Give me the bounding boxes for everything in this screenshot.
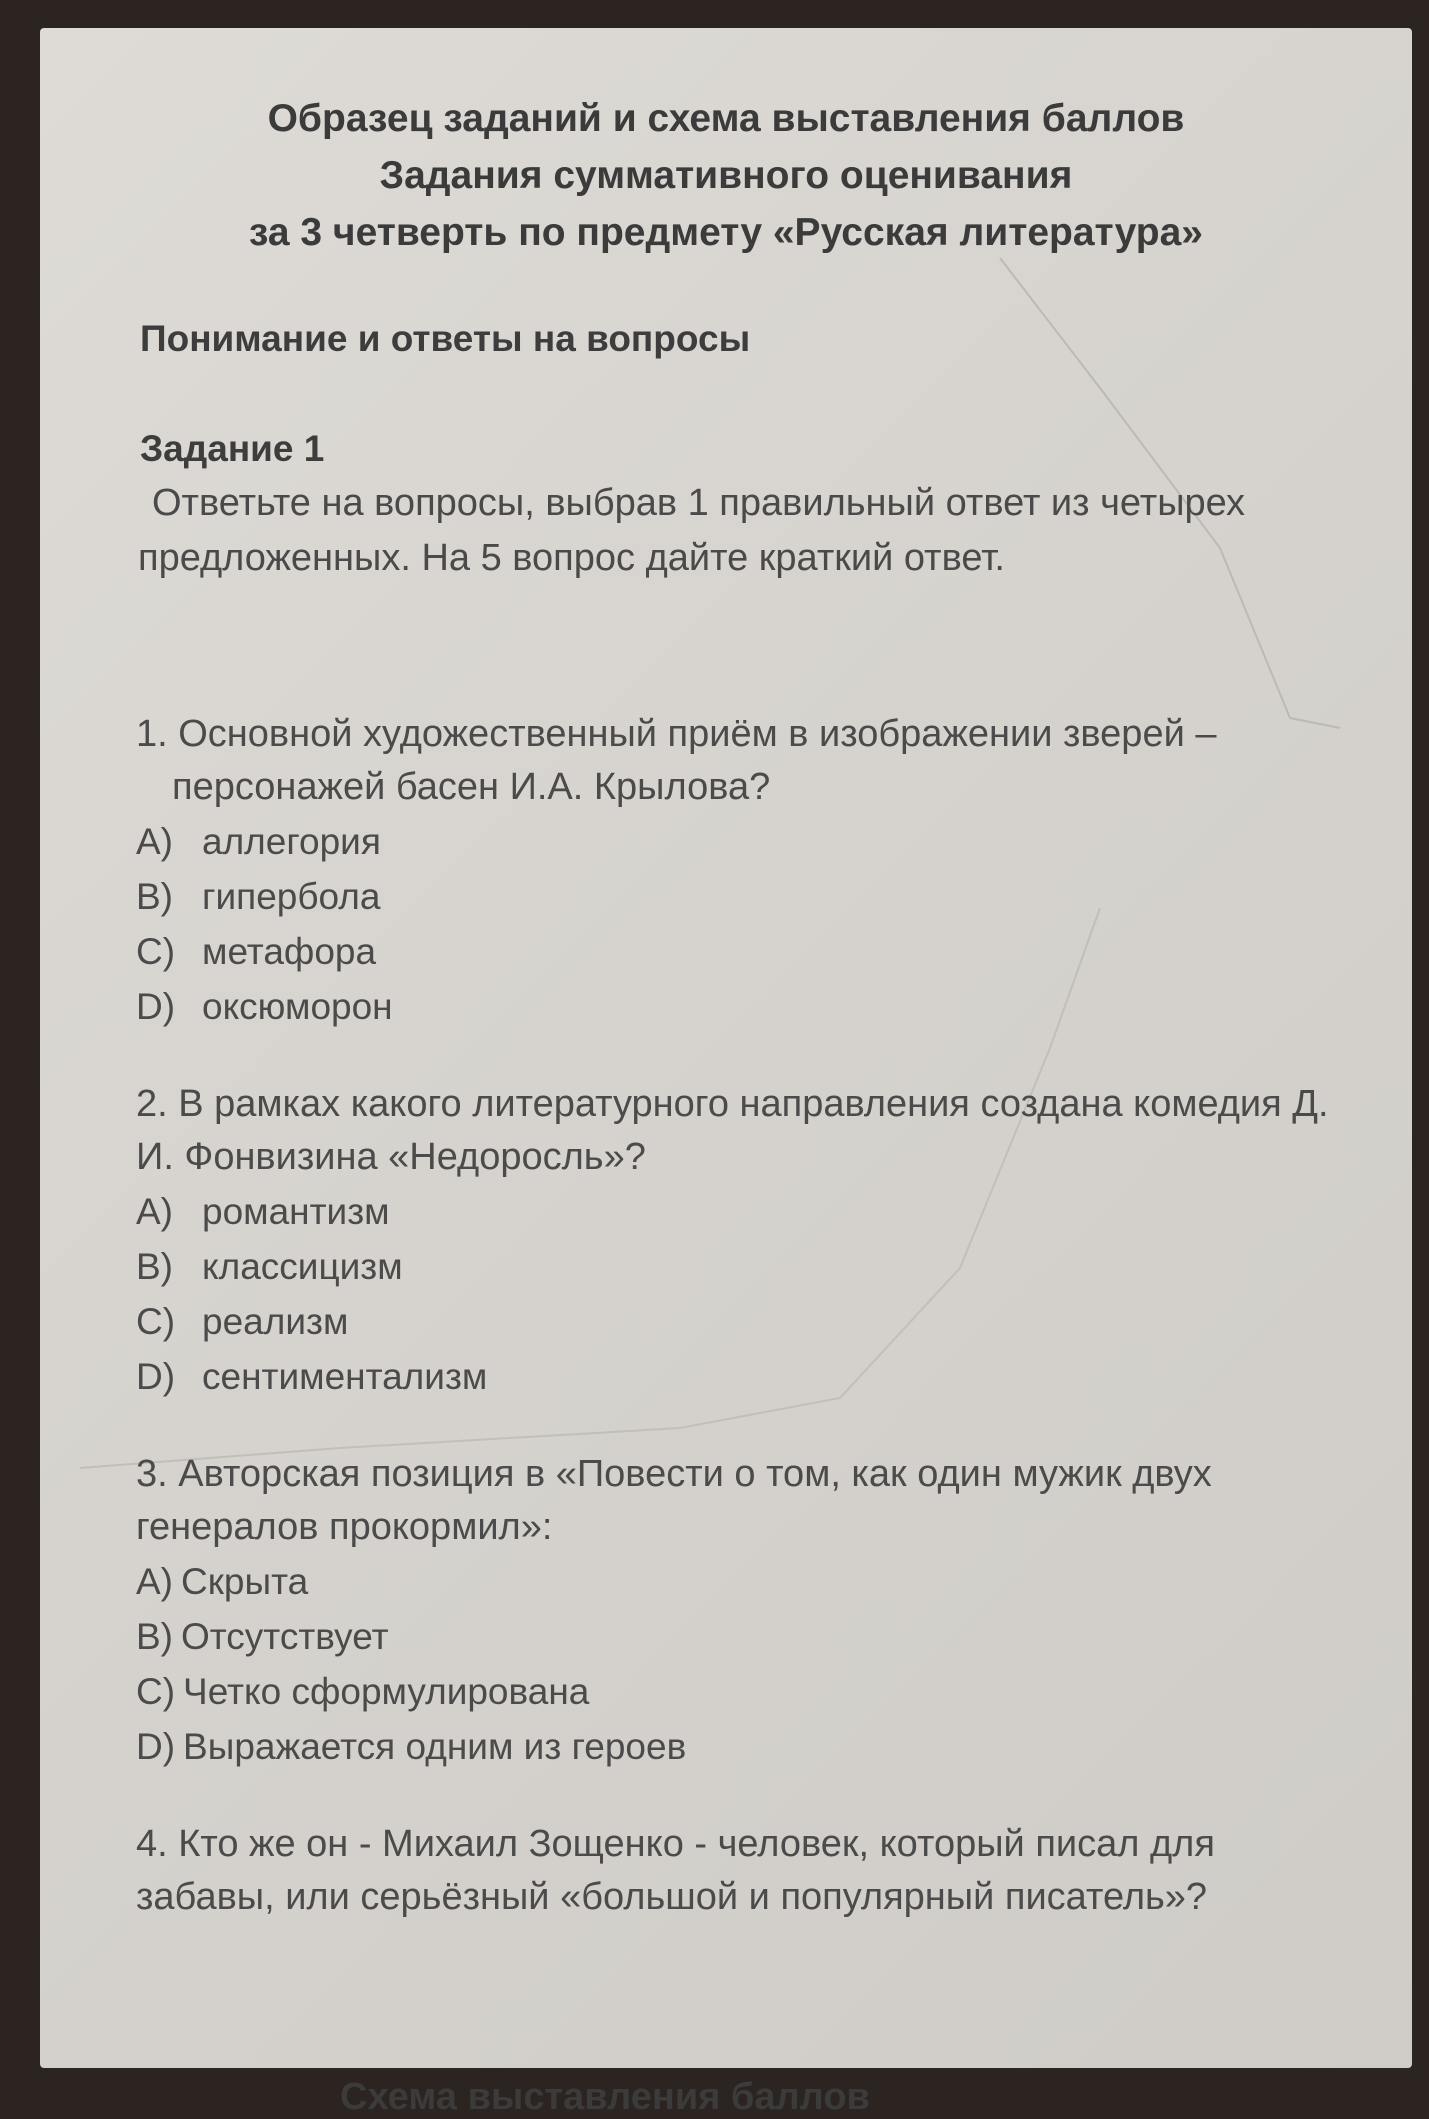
question-list [136, 708, 1336, 1968]
question-3 [136, 1448, 1336, 1774]
question-text: 4. Кто же он - Михаил Зощенко - человек, который писал для забавы, или серьёзный «большой и популярный писатель»? [136, 1823, 1215, 1918]
header-line-3: за 3 четверть по предмету «Русская литература» [249, 211, 1203, 254]
option-letter: C) [136, 931, 176, 972]
option-text: оксюморон [202, 986, 393, 1027]
header-line-2: Задания суммативного оценивания [379, 154, 1073, 197]
answer-option[interactable] [136, 1664, 1336, 1719]
answer-option[interactable] [136, 1239, 1336, 1294]
question-text: 2. В рамках какого литературного направления создана комедия Д. И. Фонвизина «Недоросль»? [136, 1083, 1329, 1178]
option-text: классицизм [202, 1246, 403, 1287]
option-letter: B) [136, 1616, 173, 1657]
option-text: аллегория [202, 821, 381, 862]
answer-option[interactable] [136, 869, 1336, 924]
option-letter: B) [136, 1246, 173, 1287]
question-2 [136, 1078, 1336, 1404]
answer-option[interactable] [136, 979, 1336, 1034]
header-line-1: Образец заданий и схема выставления баллов [267, 97, 1185, 140]
option-letter: A) [136, 1561, 173, 1602]
answer-option[interactable] [136, 1184, 1336, 1239]
question-1 [136, 708, 1336, 1034]
option-letter: C) [136, 1671, 176, 1712]
option-text: метафора [202, 931, 377, 972]
answer-option[interactable] [136, 1719, 1336, 1774]
answer-option[interactable] [136, 1554, 1336, 1609]
option-letter: B) [136, 876, 173, 917]
question-text: 1. Основной художественный приём в изображении зверей – персонажей басен И.А. Крылова? [136, 713, 1217, 808]
option-letter: A) [136, 821, 173, 862]
task-title: Задание 1 [140, 428, 325, 469]
scoring-scheme-title: Схема выставления баллов [340, 2076, 870, 2118]
option-letter: D) [136, 986, 176, 1027]
option-text: гипербола [202, 876, 381, 917]
question-text: 3. Авторская позиция в «Повести о том, как один мужик двух генералов прокормил»: [136, 1453, 1212, 1548]
option-text: Выражается одним из героев [183, 1726, 687, 1767]
option-text: реализм [202, 1301, 349, 1342]
answer-option[interactable] [136, 1294, 1336, 1349]
document-header [40, 90, 1412, 261]
option-text: Отсутствует [181, 1616, 389, 1657]
option-letter: C) [136, 1301, 176, 1342]
option-text: романтизм [202, 1191, 390, 1232]
option-text: Четко сформулирована [183, 1671, 590, 1712]
section-title: Понимание и ответы на вопросы [140, 318, 751, 359]
answer-option[interactable] [136, 1609, 1336, 1664]
question-4 [136, 1818, 1336, 1924]
option-text: сентиментализм [202, 1356, 488, 1397]
answer-option[interactable] [136, 814, 1336, 869]
option-letter: D) [136, 1726, 176, 1767]
option-letter: A) [136, 1191, 173, 1232]
answer-option[interactable] [136, 1349, 1336, 1404]
option-text: Скрыта [181, 1561, 309, 1602]
option-letter: D) [136, 1356, 176, 1397]
task-instruction: Ответьте на вопросы, выбрав 1 правильный ответ из четырех предложенных. На 5 вопрос дайте краткий ответ. [138, 482, 1245, 579]
answer-option[interactable] [136, 924, 1336, 979]
document-page [40, 28, 1412, 2118]
